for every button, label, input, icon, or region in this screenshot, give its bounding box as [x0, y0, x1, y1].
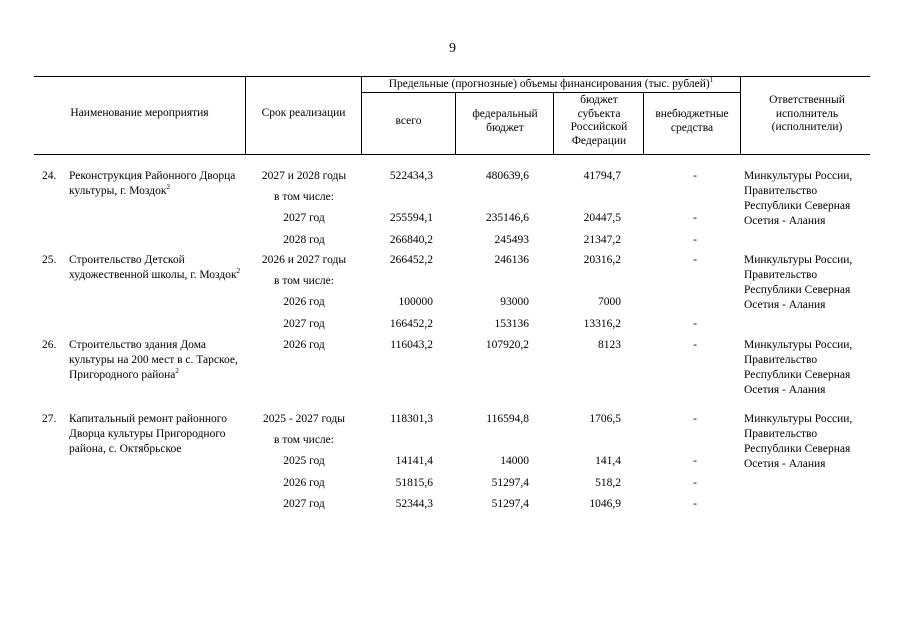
row-term: 2027 год	[283, 498, 325, 510]
row-term: 2025 год	[283, 455, 325, 467]
row-total: 255594,1	[389, 212, 433, 224]
row-total: 52344,3	[395, 498, 433, 510]
row-federal: 107920,2	[485, 339, 529, 351]
row-extra: -	[693, 498, 697, 510]
row-regional: 141,4	[595, 455, 621, 467]
entry-name	[69, 338, 241, 383]
table-top-rule	[34, 76, 870, 77]
row-federal: 93000	[500, 296, 529, 308]
row-term: 2028 год	[283, 234, 325, 246]
row-term: 2025 - 2027 годы	[263, 413, 345, 425]
entry-responsible: Минкультуры России, Правительство Республики Северная Осетия - Алания	[744, 413, 853, 470]
row-total: 166452,2	[389, 318, 433, 330]
footnote-mark: 2	[175, 367, 179, 376]
row-total: 118301,3	[390, 413, 433, 425]
row-total: 522434,3	[389, 170, 433, 182]
header-regional: бюджет субъекта Российской Федерации	[570, 94, 628, 147]
entry-name-text: Реконструкция Районного Дворца культуры, г. Моздок	[69, 170, 236, 197]
header-federal: федеральный бюджет	[472, 108, 538, 134]
footnote-mark: 2	[166, 183, 170, 192]
row-term: 2026 год	[283, 477, 325, 489]
entry-name-text: Строительство Детской художественной школы, г. Моздок	[69, 254, 237, 281]
header-name: Наименование мероприятия	[70, 107, 209, 119]
entry-name	[69, 412, 241, 457]
row-extra: -	[693, 212, 697, 224]
header-finance-group: Предельные (прогнозные) объемы финансирования (тыс. рублей)$^1$	[388, 76, 714, 90]
entry-responsible: Минкультуры России, Правительство Республики Северная Осетия - Алания	[744, 254, 853, 311]
row-federal: 246136	[494, 254, 529, 266]
row-extra: -	[693, 254, 697, 266]
row-term: 2026 год	[283, 296, 325, 308]
row-regional: 21347,2	[583, 234, 621, 246]
row-extra: -	[693, 234, 697, 246]
header-divider	[643, 92, 644, 154]
header-responsible: Ответственный исполнитель (исполнители)	[769, 94, 845, 133]
row-regional: 20316,2	[583, 254, 621, 266]
row-term: 2027 и 2028 годы	[261, 170, 347, 182]
subtotal-label: в том числе:	[274, 275, 334, 287]
row-regional: 1046,9	[589, 498, 621, 510]
finance-group-rule	[361, 92, 740, 93]
subtotal-label: в том числе:	[274, 434, 334, 446]
row-federal: 245493	[494, 234, 529, 246]
row-term: 2026 год	[283, 339, 325, 351]
subtotal-label: в том числе:	[274, 191, 334, 203]
row-regional: 41794,7	[583, 170, 621, 182]
row-extra: -	[693, 455, 697, 467]
header-divider	[553, 92, 554, 154]
row-total: 100000	[398, 296, 433, 308]
entry-name	[69, 253, 241, 283]
footnote-mark: 2	[236, 267, 241, 276]
row-extra: -	[693, 318, 697, 330]
row-term: 2026 и 2027 годы	[261, 254, 347, 266]
row-regional: 20447,5	[583, 212, 621, 224]
row-total: 14141,4	[395, 455, 433, 467]
row-federal: 51297,4	[491, 498, 529, 510]
entry-number: 26.	[42, 339, 57, 351]
entry-name-text: Капитальный ремонт районного Дворца культуры Пригородного района, с. Октябрьское	[69, 413, 227, 455]
entry-responsible: Минкультуры России, Правительство Республики Северная Осетия - Алания	[744, 339, 853, 396]
header-term: Срок реализации	[261, 107, 346, 119]
header-total: всего	[395, 115, 422, 127]
row-federal: 51297,4	[491, 477, 529, 489]
entry-number: 27.	[42, 413, 57, 425]
entry-number: 25.	[42, 254, 57, 266]
row-term: 2027 год	[283, 318, 325, 330]
entry-number: 24.	[42, 170, 57, 182]
row-extra: -	[693, 170, 697, 182]
row-regional: 13316,2	[583, 318, 621, 330]
header-bottom-rule	[34, 154, 870, 155]
row-regional: 7000	[598, 296, 621, 308]
row-term: 2027 год	[283, 212, 325, 224]
page-number: 9	[449, 41, 456, 56]
row-regional: 8123	[598, 339, 621, 351]
row-federal: 116594,8	[486, 413, 529, 425]
row-extra: -	[693, 477, 697, 489]
row-total: 266452,2	[389, 254, 433, 266]
header-extra: внебюджетные средства	[655, 108, 729, 134]
row-federal: 14000	[500, 455, 529, 467]
row-total: 266840,2	[389, 234, 433, 246]
row-federal: 235146,6	[485, 212, 529, 224]
entry-name-text: Строительство здания Дома культуры на 200 мест в с. Тарское, Пригородного района	[69, 339, 238, 381]
row-regional: 1706,5	[589, 413, 621, 425]
row-federal: 480639,6	[485, 170, 529, 182]
row-federal: 153136	[494, 318, 529, 330]
row-total: 51815,6	[395, 477, 433, 489]
row-extra: -	[693, 413, 697, 425]
header-divider	[740, 76, 741, 154]
entry-responsible: Минкультуры России, Правительство Республики Северная Осетия - Алания	[744, 170, 853, 227]
entry-name	[69, 169, 241, 199]
row-total: 116043,2	[390, 339, 433, 351]
row-extra: -	[693, 339, 697, 351]
row-regional: 518,2	[595, 477, 621, 489]
header-divider	[455, 92, 456, 154]
